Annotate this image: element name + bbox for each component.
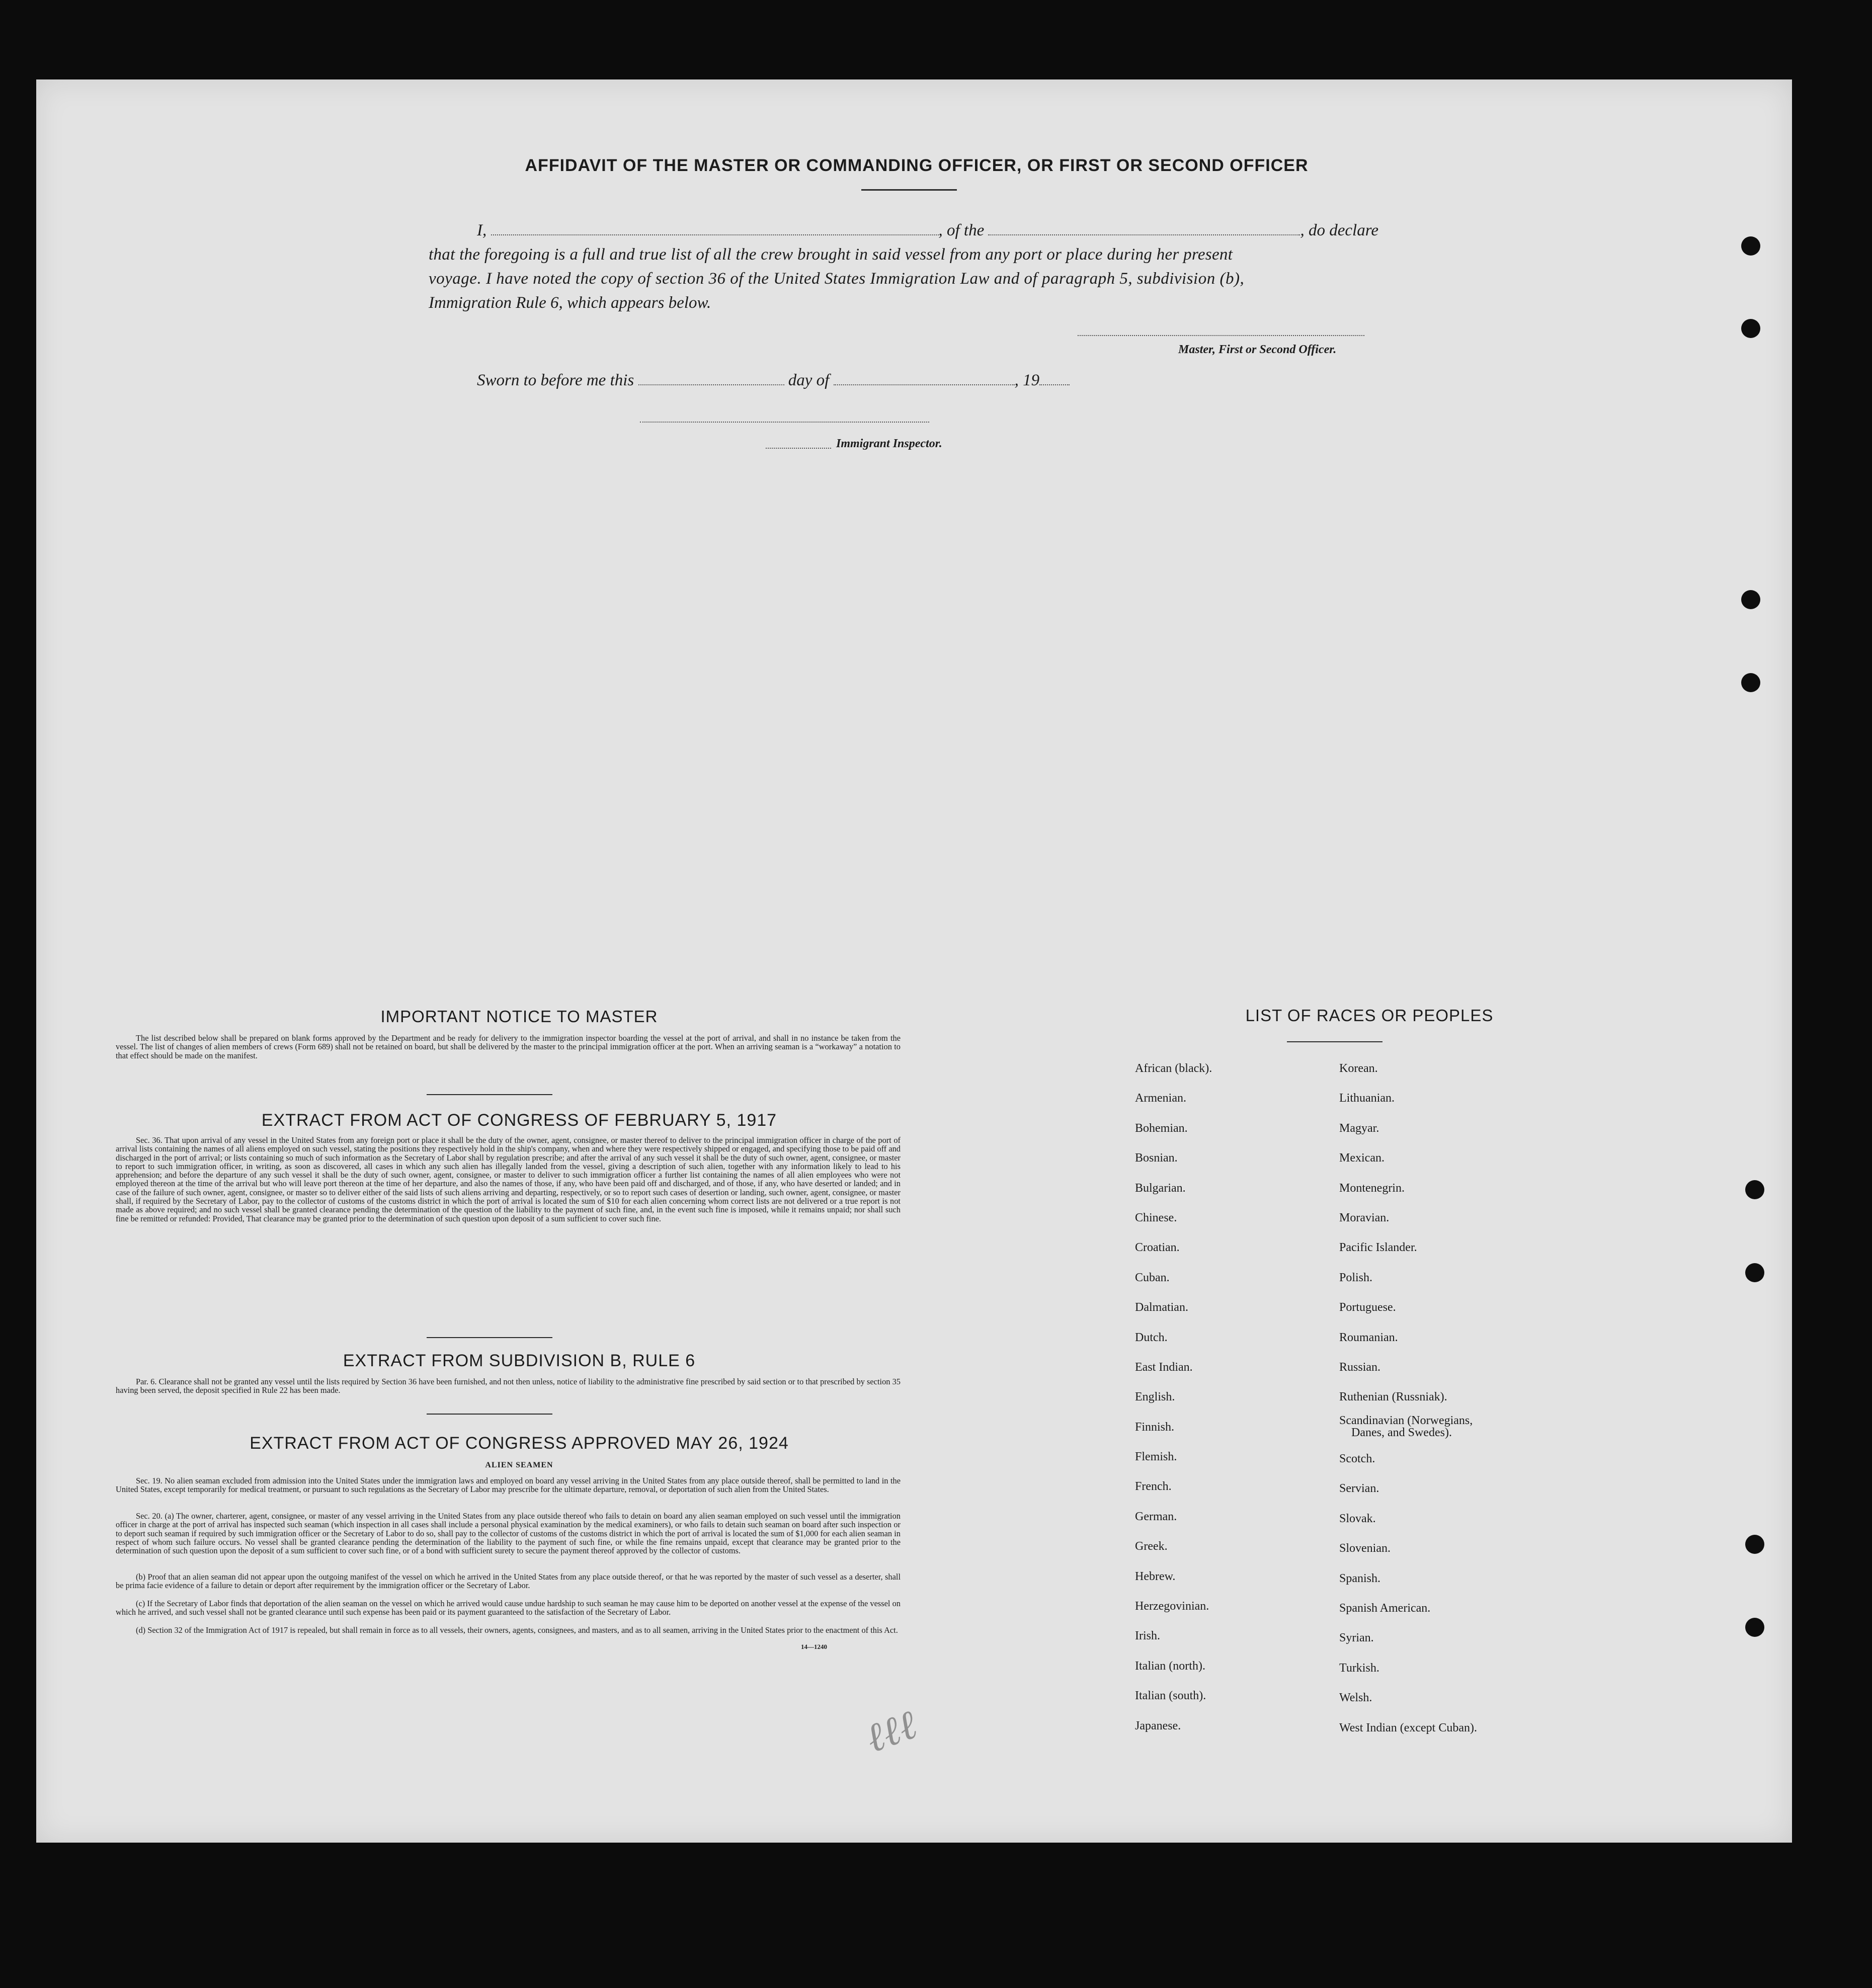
sworn-text: day of [788, 371, 830, 389]
section-divider [427, 1414, 552, 1415]
race-item: Magyar. [1339, 1121, 1379, 1135]
race-item: Greek. [1135, 1540, 1168, 1553]
affidavit-text: I, [477, 221, 487, 239]
extract-1924-sec20a: Sec. 20. (a) The owner, charterer, agent, consignee, or master of any vessel arriving in the United States from any place outside thereof who fails to detain on board any alien seaman employed on such vessel until the immigration officer in charge at the port of arrival has inspected such seaman (which inspection in all cases shall include a personal physical examination by the medical examiners), or who fails to detain such seaman on board after such inspection or to deport such seaman if required by such immigration officer or the Secretary of Labor to do so, shall pay to the collector of customs of the customs district in which the port of arrival is located the sum of $1,000 for each alien seaman in respect of whom such failure occurs. No vessel shall be granted clearance pending the determination of the liability to the payment of such fine, or while the fine remains unpaid, except that clearance may be granted prior to the determination of such question upon the deposit of a sum sufficient to cover such fine, or of a bond with sufficient surety to secure the payment thereof approved by the collector of customs. [116, 1511, 901, 1556]
affidavit-text: , do declare [1300, 221, 1378, 239]
race-item: Bohemian. [1135, 1121, 1188, 1135]
race-item: Roumanian. [1339, 1331, 1398, 1344]
race-item: East Indian. [1135, 1360, 1193, 1374]
race-item: Italian (south). [1135, 1689, 1206, 1703]
form-number: 14—1240 [801, 1643, 827, 1650]
extract-1924-title: EXTRACT FROM ACT OF CONGRESS APPROVED MAY 26, 1924 [250, 1434, 789, 1453]
sworn-text: , 19 [1014, 371, 1040, 389]
document-page [36, 79, 1792, 1843]
race-item: Servian. [1339, 1482, 1379, 1496]
notice-text: The list described below shall be prepared on blank forms approved by the Department and be ready for delivery to the immigration inspector boarding the vessel at the port of arrival, and shall in no instance be taken from the vessel. The list of changes of alien members of crews (Form 689) shall not be retained on board, but shall be delivered by the master to the principal immigration officer at the port. When an arriving seaman is a “workaway” a notation to that effect should be made on the manifest. [116, 1033, 901, 1060]
race-item: Finnish. [1135, 1420, 1175, 1434]
section-divider [427, 1337, 552, 1338]
punch-hole [1745, 1180, 1764, 1199]
extract-1917-title: EXTRACT FROM ACT OF CONGRESS OF FEBRUARY 5, 1917 [261, 1111, 777, 1130]
race-item: Montenegrin. [1339, 1181, 1405, 1195]
alien-seamen-subhead: ALIEN SEAMEN [485, 1461, 553, 1469]
punch-hole [1741, 590, 1760, 609]
race-item: Portuguese. [1339, 1301, 1396, 1314]
race-item: Irish. [1135, 1629, 1160, 1643]
extract-1924-sec20b: (b) Proof that an alien seaman did not appear upon the outgoing manifest of the vessel on which he arrived in the United States from any place outside thereof, or that he was reported by the master of such vessel as a deserter, shall be prima facie evidence of a failure to detain or deport after requirement by the immigration officer or the Secretary of Labor. [116, 1572, 901, 1591]
race-item: Croatian. [1135, 1241, 1180, 1255]
race-item: Ruthenian (Russniak). [1339, 1390, 1447, 1404]
day-blank[interactable] [638, 384, 784, 385]
notice-title: IMPORTANT NOTICE TO MASTER [380, 1007, 658, 1026]
affidavit-line-2: that the foregoing is a full and true list of all the crew brought in said vessel from any port or place during her present [429, 245, 1233, 264]
race-item: Spanish American. [1339, 1602, 1431, 1615]
inspector-label: Immigrant Inspector. [836, 437, 942, 450]
affidavit-line-1 [477, 221, 1378, 240]
race-item: Hebrew. [1135, 1569, 1176, 1583]
race-item: French. [1135, 1480, 1172, 1494]
master-signature-blank[interactable] [1078, 335, 1364, 336]
race-item: African (black). [1135, 1062, 1212, 1075]
race-item: Japanese. [1135, 1719, 1181, 1732]
races-title: LIST OF RACES OR PEOPLES [1245, 1006, 1494, 1025]
race-item: Cuban. [1135, 1271, 1170, 1284]
extract-1917-text: Sec. 36. That upon arrival of any vessel in the United States from any foreign port or place it shall be the duty of the owner, agent, consignee, or master thereof to deliver to the principal immigration officer in charge of the port of arrival lists containing the names of all aliens employed on such vessel, stating the positions they respectively hold in the ship's company, when and where they were respectively shipped or engaged, and specifying those to be paid off and discharged in the port of arrival; or lists containing so much of such information as the Secretary of Labor shall by regulation prescribe; and after the arrival of any such vessel it shall be the duty of such owner, agent, consignee, or master to report to such immigration officer, in writing, as soon as discovered, all cases in which any such alien has illegally landed from the vessel, giving a description of such alien, together with any information likely to lead to his apprehension; and before the departure of any such vessel it shall be the duty of such owner, agent, consignee, or master to deliver to such immigration officer a further list containing the names of all alien employees who were not employed thereon at the time of the arrival but who will leave port thereon at the time of her departure, and also the names of those, if any, who have been paid off and discharged, and of those, if any, who have deserted or landed; and in case of the failure of such owner, agent, consignee, or master so to deliver either of the said lists of such aliens arriving and departing, respectively, or so to report such cases of desertion or landing, such owner, agent, consignee, or master shall, if required by the Secretary of Labor, pay to the collector of customs of the customs district in which the port of arrival is located the sum of $10 for each alien concerning whom correct lists are not delivered or a true report is not made as above required; and no such vessel shall be granted clearance pending the determination of the question of the liability to the payment of such fine, and, in the event such fine is imposed, while it remains unpaid; nor shall such fine be remitted or refunded: Provided, That clearance may be granted prior to the determination of such question upon deposit of a sum sufficient to cover such fine. [116, 1135, 901, 1223]
extract-1924-sec19: Sec. 19. No alien seaman excluded from admission into the United States under the immigration laws and employed on board any vessel arriving in the United States from any place outside thereof, shall be permitted to land in the United States, except temporarily for medical treatment, or pursuant to such regulations as the Secretary of Labor may prescribe for the ultimate departure, removal, or deportation of such alien from the United States. [116, 1476, 901, 1495]
inspector-signature-blank[interactable] [640, 422, 929, 423]
sworn-line [477, 371, 1070, 390]
race-item: Italian (north). [1135, 1659, 1205, 1673]
race-item: Korean. [1339, 1062, 1378, 1075]
race-item: Herzegovinian. [1135, 1600, 1209, 1613]
extract-1924-sec20c: (c) If the Secretary of Labor finds that deportation of the alien seaman on the vessel on which he arrived would cause undue hardship to such seaman he may cause him to be deported on another vessel at the expense of the vessel on which he arrived, and such vessel shall not be granted clearance until such expense has been paid or its payment guaranteed to the satisfaction of the Secretary of Labor. [116, 1599, 901, 1617]
race-item-continuation: Danes, and Swedes). [1351, 1426, 1452, 1439]
races-left-column [1135, 1054, 1212, 1741]
year-blank[interactable] [1039, 384, 1070, 385]
race-item: Syrian. [1339, 1631, 1374, 1645]
race-item: Bulgarian. [1135, 1181, 1186, 1195]
month-blank[interactable] [834, 384, 1015, 385]
section-divider [427, 1094, 552, 1095]
race-item: Mexican. [1339, 1151, 1385, 1165]
vessel-blank[interactable] [988, 234, 1300, 235]
punch-hole [1741, 236, 1760, 256]
races-title-underline [1287, 1041, 1382, 1042]
affidavit-line-4: Immigration Rule 6, which appears below. [429, 294, 711, 312]
race-item: Slovenian. [1339, 1542, 1391, 1555]
master-label: Master, First or Second Officer. [1178, 343, 1337, 356]
race-item: Scotch. [1339, 1452, 1375, 1466]
race-item: German. [1135, 1510, 1177, 1523]
race-item: English. [1135, 1390, 1175, 1404]
race-item: Turkish. [1339, 1661, 1379, 1675]
title-underline [861, 189, 957, 191]
affidavit-text: , of the [938, 221, 985, 239]
race-item: Polish. [1339, 1271, 1373, 1284]
races-right-column [1339, 1054, 1477, 1743]
subdivision-text: Par. 6. Clearance shall not be granted any vessel until the lists required by Section 36 have been furnished, and not then unless, notice of liability to the administrative fine prescribed by said section or to that prescribed by section 35 having been served, the deposit specified in Rule 22 has been made. [116, 1377, 901, 1395]
race-item: Moravian. [1339, 1211, 1390, 1224]
extract-1924-sec20d: (d) Section 32 of the Immigration Act of 1917 is repealed, but shall remain in force as to all vessels, their owners, agents, consignees, and masters, and as to all seamen, arriving in the United States prior to the enactment of this Act. [136, 1625, 898, 1635]
race-item: Russian. [1339, 1360, 1381, 1374]
race-item: Spanish. [1339, 1571, 1381, 1585]
race-item: Lithuanian. [1339, 1092, 1395, 1105]
punch-hole [1741, 319, 1760, 338]
affidavit-title: AFFIDAVIT OF THE MASTER OR COMMANDING OFFICER, OR FIRST OR SECOND OFFICER [525, 156, 1309, 175]
punch-hole [1745, 1535, 1764, 1554]
race-item: Chinese. [1135, 1211, 1177, 1224]
sworn-text: Sworn to before me this [477, 371, 634, 389]
race-item: Pacific Islander. [1339, 1241, 1417, 1255]
punch-hole [1745, 1618, 1764, 1637]
affidavit-line-3: voyage. I have noted the copy of section 36 of the United States Immigration Law and of paragraph 5, subdivision (b), [429, 270, 1245, 288]
subdivision-title: EXTRACT FROM SUBDIVISION B, RULE 6 [343, 1351, 696, 1370]
pencil-annotation: ℓℓℓ [860, 1702, 923, 1762]
race-item: Flemish. [1135, 1450, 1177, 1464]
race-item: West Indian (except Cuban). [1339, 1721, 1477, 1734]
race-item: Welsh. [1339, 1691, 1372, 1705]
punch-hole [1745, 1263, 1764, 1282]
race-item: Dalmatian. [1135, 1301, 1188, 1314]
punch-hole [1741, 673, 1760, 692]
race-item: Scandinavian (Norwegians, Danes, and Swedes). [1339, 1413, 1477, 1444]
race-item: Bosnian. [1135, 1151, 1178, 1165]
name-blank[interactable] [491, 234, 939, 235]
race-item: Dutch. [1135, 1331, 1168, 1344]
race-item: Armenian. [1135, 1092, 1186, 1105]
race-item: Slovak. [1339, 1512, 1376, 1525]
inspector-prefix-blank[interactable] [766, 448, 831, 449]
